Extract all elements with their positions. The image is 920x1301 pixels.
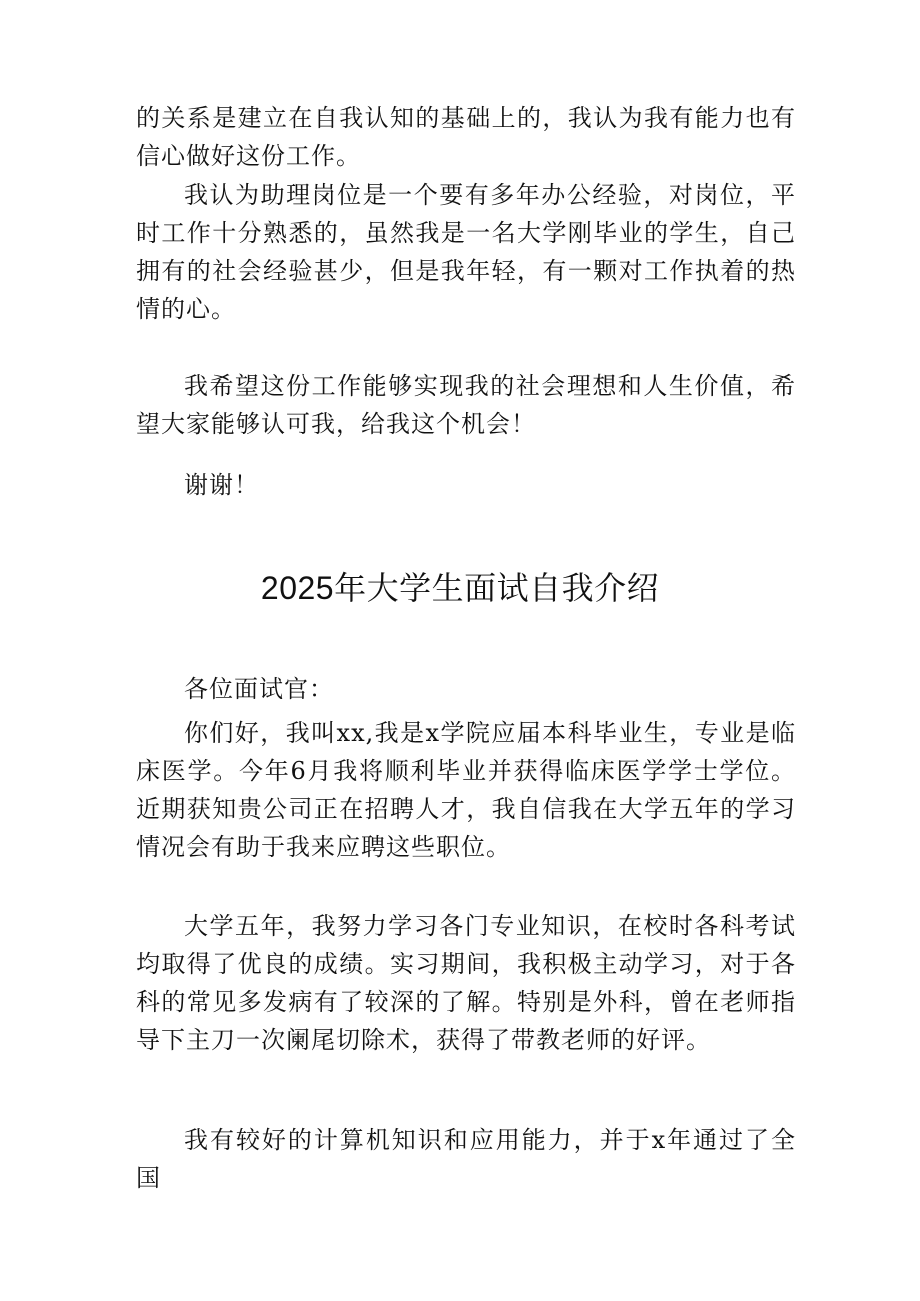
paragraph-hope: 我希望这份工作能够实现我的社会理想和人生价值，希望大家能够认可我，给我这个机会！ (136, 372, 796, 438)
paragraph-computer-skills: 我有较好的计算机知识和应用能力，并于x年通过了全国 (136, 1126, 796, 1192)
paragraph-university-study: 大学五年，我努力学习各门专业知识，在校时各科考试均取得了优良的成绩。实习期间，我积极主动学习，对于各科的常见多发病有了较深的了解。特别是外科，曾在老师指导下主刀一次阑尾切除术，获得了带教老师的好评。 (136, 912, 796, 1054)
paragraph-thanks: 谢谢！ (184, 471, 259, 499)
paragraph-introduction: 你们好，我叫xx,我是x学院应届本科毕业生，专业是临床医学。今年6月我将顺利毕业并获得临床医学学士学位。近期获知贵公司正在招聘人才，我自信我在大学五年的学习情况会有助于我来应聘这些职位。 (136, 719, 796, 861)
paragraph-salutation: 各位面试官： (184, 675, 334, 703)
paragraph-assistant-role: 我认为助理岗位是一个要有多年办公经验，对岗位，平时工作十分熟悉的，虽然我是一名大学刚毕业的学生，自己拥有的社会经验甚少，但是我年轻，有一颗对工作执着的热情的心。 (136, 181, 796, 323)
document-title: 2025年大学生面试自我介绍 (260, 570, 660, 606)
paragraph-continued: 的关系是建立在自我认知的基础上的，我认为我有能力也有信心做好这份工作。 (136, 104, 796, 170)
